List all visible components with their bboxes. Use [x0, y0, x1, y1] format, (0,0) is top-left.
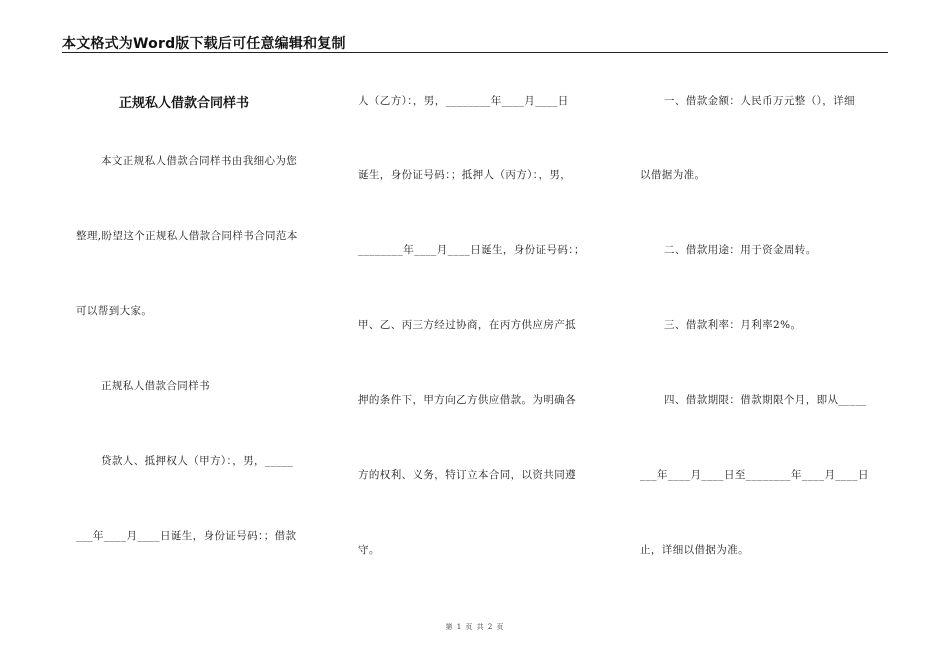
col2-line-5: 押的条件下，甲方向乙方供应借款。为明确各 [358, 394, 576, 406]
col2-line-3: ________年____月____日诞生，身份证号码：； [358, 244, 585, 256]
col1-line-3: 可以帮到大家。 [76, 305, 153, 317]
col3-line-6: ___年____月____日至________年____月____日 [640, 469, 869, 481]
col1-line-1: 本文正规私人借款合同样书由我细心为您 [101, 155, 298, 167]
col3-line-5: 四、借款期限：借款期限个月，即从_____ [664, 394, 867, 406]
page-header-title: 本文格式为Word版下载后可任意编辑和复制 [62, 36, 346, 52]
header-divider [62, 52, 888, 53]
col2-line-2: 诞生，身份证号码：；抵押人（丙方）：，男， [358, 169, 572, 181]
col1-line-2: 整理,盼望这个正规私人借款合同样书合同范本 [76, 230, 298, 242]
page-number: 第 1 页 共 2 页 [445, 623, 505, 631]
col1-line-5: 贷款人、抵押权人（甲方）：，男，_____ [101, 455, 294, 467]
col2-line-6: 方的权利、义务，特订立本合同，以资共同遵 [358, 469, 576, 481]
col1-line-6: ___年____月____日诞生，身份证号码：；借款 [76, 530, 297, 542]
col2-line-1: 人（乙方）：，男，________年____月____日 [358, 95, 569, 107]
col3-line-2: 以借据为准。 [640, 169, 706, 181]
document-title: 正规私人借款合同样书 [119, 96, 250, 111]
col2-line-4: 甲、乙、丙三方经过协商，在丙方供应房产抵 [358, 319, 576, 331]
col1-line-4: 正规私人借款合同样书 [101, 380, 210, 392]
col3-line-3: 二、借款用途：用于资金周转。 [664, 244, 817, 256]
col3-line-1: 一、借款金额：人民币万元整（），详细 [664, 95, 855, 107]
col3-line-7: 止，详细以借据为准。 [640, 544, 749, 556]
col3-line-4: 三、借款利率：月利率2%。 [664, 319, 802, 331]
col2-line-7: 守。 [358, 544, 380, 556]
